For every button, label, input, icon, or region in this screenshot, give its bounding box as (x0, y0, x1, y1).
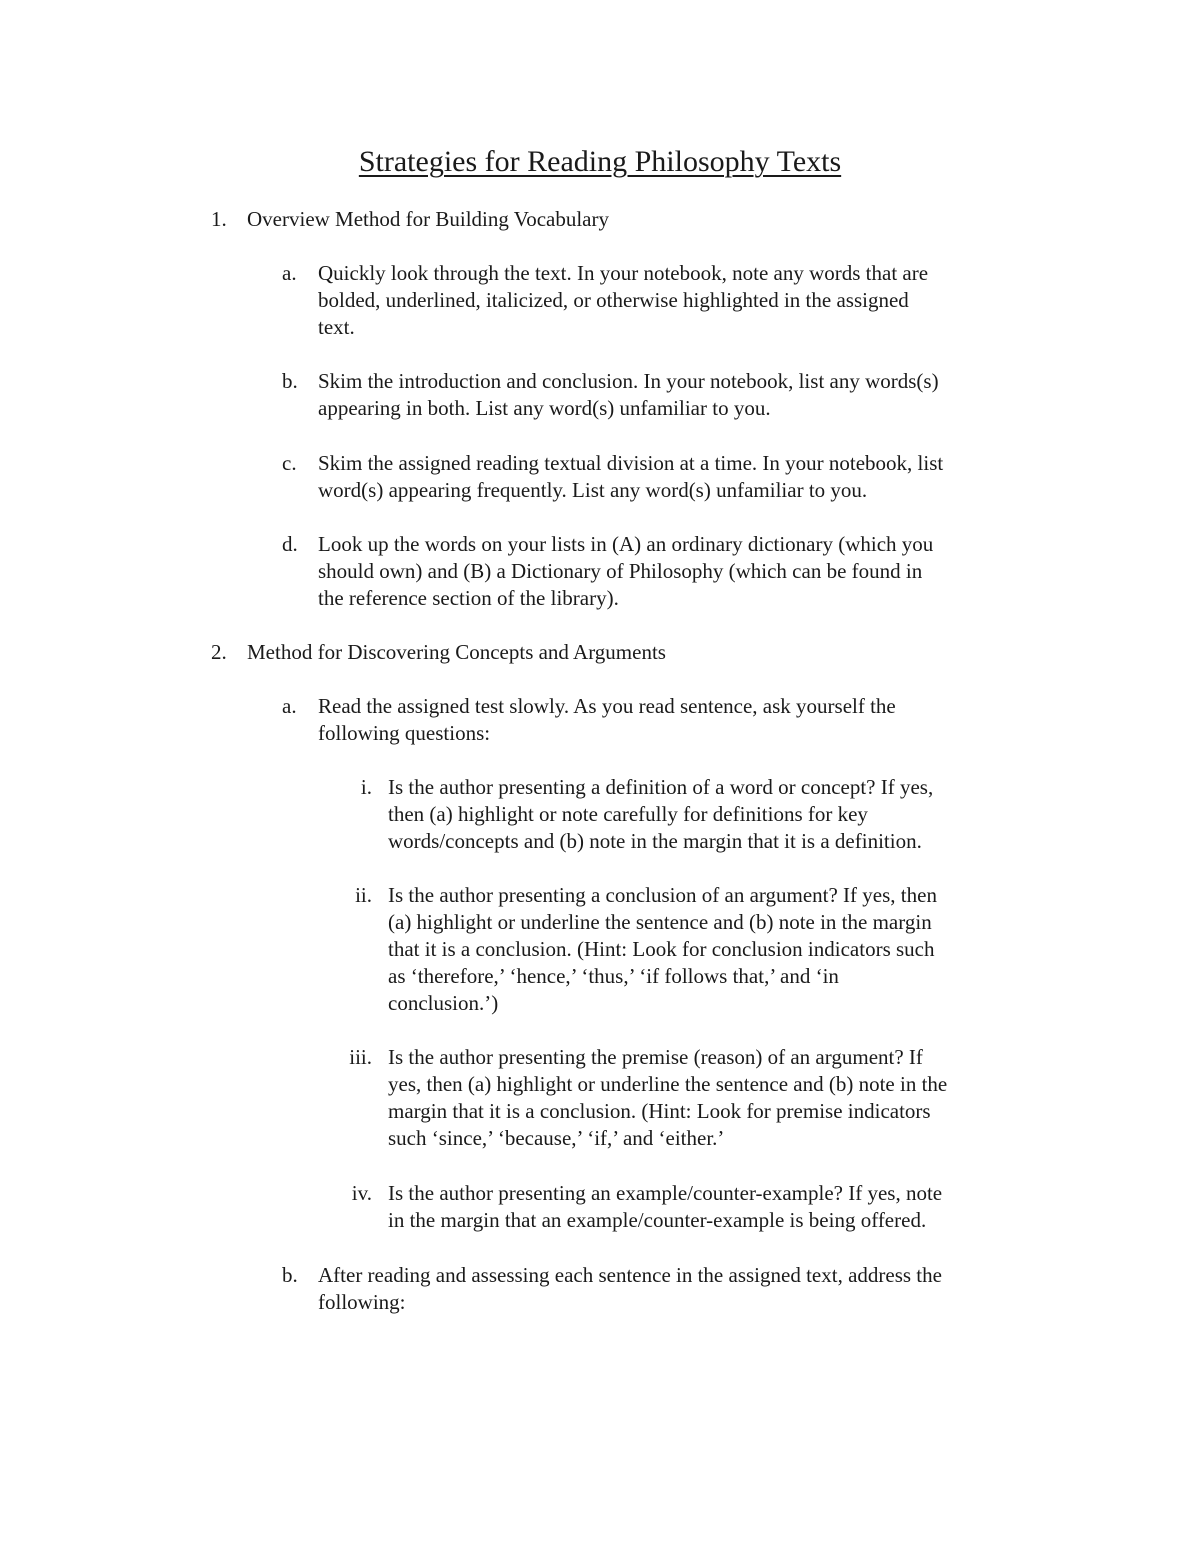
item-text (318, 450, 1026, 504)
text-line: Skim the assigned reading textual division at a time. In your notebook, list (318, 451, 944, 475)
section-number: 1. (211, 207, 227, 231)
item-text (388, 774, 1028, 855)
text-line: the reference section of the library). (318, 586, 619, 610)
text-line: Look up the words on your lists in (A) an ordinary dictionary (which you (318, 532, 934, 556)
text-line: that it is a conclusion. (Hint: Look for conclusion indicators such (388, 937, 935, 961)
item-marker: iii. (349, 1045, 372, 1069)
section-number: 2. (211, 640, 227, 664)
text-line: Is the author presenting an example/counter-example? If yes, note (388, 1181, 943, 1205)
text-line: appearing in both. List any word(s) unfamiliar to you. (318, 396, 771, 420)
text-line: then (a) highlight or note carefully for definitions for key (388, 802, 868, 826)
item-text (318, 693, 1026, 747)
item-text (318, 260, 1026, 341)
item-text (318, 531, 1026, 612)
text-line: Is the author presenting the premise (reason) of an argument? If (388, 1045, 923, 1069)
page-title: Strategies for Reading Philosophy Texts (358, 145, 842, 178)
text-line: Is the author presenting a definition of a word or concept? If yes, (388, 775, 934, 799)
item-marker: ii. (355, 883, 372, 907)
item-text (318, 1262, 1026, 1316)
text-line: such ‘since,’ ‘because,’ ‘if,’ and ‘either.’ (388, 1126, 725, 1150)
text-line: conclusion.’) (388, 991, 499, 1015)
text-line: words/concepts and (b) note in the margin that it is a definition. (388, 829, 922, 853)
text-line: Quickly look through the text. In your notebook, note any words that are (318, 261, 929, 285)
text-line: yes, then (a) highlight or underline the sentence and (b) note in the (388, 1072, 948, 1096)
text-line: should own) and (B) a Dictionary of Philosophy (which can be found in (318, 559, 923, 583)
text-line: following questions: (318, 721, 491, 745)
text-line: as ‘therefore,’ ‘hence,’ ‘thus,’ ‘if follows that,’ and ‘in (388, 964, 839, 988)
item-marker: i. (360, 775, 372, 799)
section-heading: Overview Method for Building Vocabulary (247, 207, 609, 231)
text-line: text. (318, 315, 355, 339)
text-line: word(s) appearing frequently. List any word(s) unfamiliar to you. (318, 478, 868, 502)
item-marker: a. (282, 694, 297, 718)
item-text (318, 368, 1026, 422)
item-text (388, 882, 1028, 1017)
item-marker: d. (282, 532, 298, 556)
section-heading: Method for Discovering Concepts and Arguments (247, 640, 666, 664)
text-line: Skim the introduction and conclusion. In your notebook, list any words(s) (318, 369, 939, 393)
text-line: After reading and assessing each sentence in the assigned text, address the (318, 1263, 942, 1287)
text-line: Is the author presenting a conclusion of an argument? If yes, then (388, 883, 937, 907)
item-text (388, 1044, 1028, 1152)
text-line: following: (318, 1290, 406, 1314)
item-marker: b. (282, 369, 298, 393)
item-marker: c. (282, 451, 297, 475)
item-text (388, 1180, 1028, 1234)
item-marker: iv. (351, 1181, 372, 1205)
text-line: in the margin that an example/counter-example is being offered. (388, 1208, 927, 1232)
item-marker: b. (282, 1263, 298, 1287)
text-line: (a) highlight or underline the sentence and (b) note in the margin (388, 910, 932, 934)
text-line: Read the assigned test slowly. As you read sentence, ask yourself the (318, 694, 896, 718)
item-marker: a. (282, 261, 297, 285)
text-line: bolded, underlined, italicized, or otherwise highlighted in the assigned (318, 288, 909, 312)
text-line: margin that it is a conclusion. (Hint: Look for premise indicators (388, 1099, 931, 1123)
